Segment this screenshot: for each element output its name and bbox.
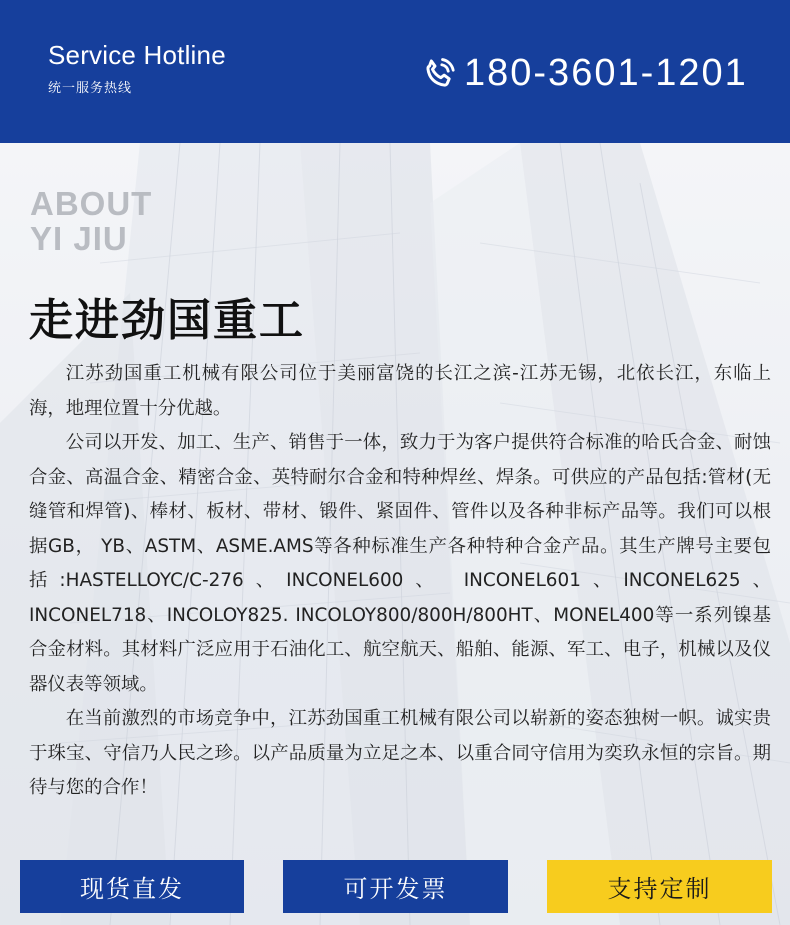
customization-button[interactable]: 支持定制 xyxy=(547,860,772,913)
intro-paragraph-1: 江苏劲国重工机械有限公司位于美丽富饶的长江之滨-江苏无锡，北依长江，东临上海，地理位置十分优越。 xyxy=(29,363,771,419)
intro-paragraph-2: 公司以开发、加工、生产、销售于一体，致力于为客户提供符合标准的哈氏合金、耐蚀合金、高温合金、精密合金、英特耐尔合金和特种焊丝、焊条。可供应的产品包括:管材(无缝管和焊管)、棒材、板材、带材、锻件、紧固件、管件以及各种非标产品等。我们可以根据GB， YB、ASTM、ASME.AMS等各种标准生产各种特种合金产品。其生产牌号主要包括:HASTELLOYC/C-276、INCONEL600、 INCONEL601、INCONEL625、INCONEL718、INCOLOY825. INCOLOY800/800H/800HT、MONEL400等一系列镍基合金材料。其材料广泛应用于石油化工、航空航天、船舶、能源、军工、电子，机械以及仪器仪表等领域。 xyxy=(29,432,771,695)
spot-delivery-button[interactable]: 现货直发 xyxy=(20,860,244,913)
hotline-subtitle: 统一服务热线 xyxy=(48,81,133,96)
phone-number[interactable]: 180-3601-1201 xyxy=(464,52,748,94)
about-en-line2: YI JIU xyxy=(30,220,128,257)
phone-group[interactable] xyxy=(422,52,748,95)
about-section xyxy=(0,143,790,925)
about-heading-english xyxy=(30,186,152,256)
section-title: 走进劲国重工 xyxy=(29,295,305,346)
feature-buttons xyxy=(20,860,772,913)
invoice-button[interactable]: 可开发票 xyxy=(283,860,508,913)
intro-paragraph-3: 在当前激烈的市场竞争中，江苏劲国重工机械有限公司以崭新的姿态独树一帜。诚实贵于珠宝、守信乃人民之珍。以产品质量为立足之本、以重合同守信用为奕玖永恒的宗旨。期待与您的合作！ xyxy=(29,708,771,798)
hotline-banner xyxy=(0,0,790,143)
about-en-line1: ABOUT xyxy=(30,185,153,222)
hotline-title: Service Hotline xyxy=(48,40,226,70)
phone-icon xyxy=(422,57,456,91)
company-introduction xyxy=(29,357,771,806)
